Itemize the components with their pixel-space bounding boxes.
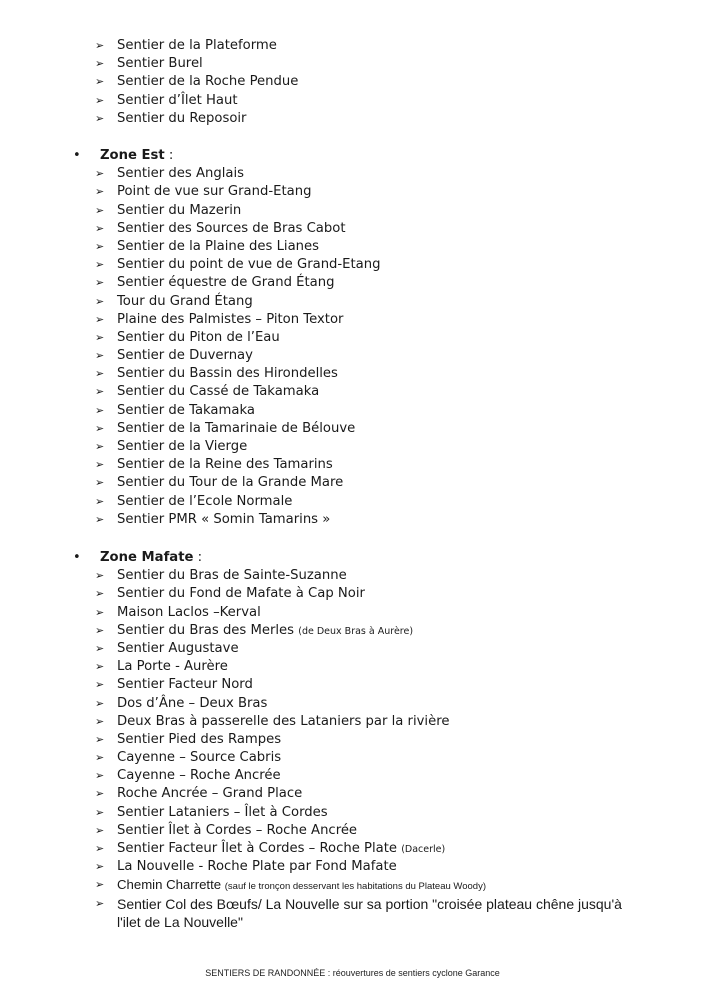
trail-name: Sentier Augustave xyxy=(117,640,239,656)
arrow-bullet-icon: ➢ xyxy=(95,879,105,892)
zone-mafate-title: Zone Mafate xyxy=(100,550,194,565)
trail-name: Sentier Burel xyxy=(117,56,203,72)
trail-note: (sauf le tronçon desservant les habitations du Plateau Woody) xyxy=(224,881,486,893)
trail-item xyxy=(0,822,677,840)
arrow-bullet-icon: ➢ xyxy=(95,476,105,490)
arrow-bullet-icon: ➢ xyxy=(95,75,105,89)
trail-item xyxy=(0,767,677,785)
trail-name: Sentier du Tour de la Grande Mare xyxy=(117,475,344,491)
arrow-bullet-icon: ➢ xyxy=(95,276,105,290)
trail-item xyxy=(0,876,677,894)
zone-mafate-colon: : xyxy=(193,550,203,565)
trail-name: Sentier d’Îlet Haut xyxy=(117,92,238,108)
trail-item xyxy=(0,311,381,329)
trail-name: Sentier du Cassé de Takamaka xyxy=(117,384,320,400)
arrow-bullet-icon: ➢ xyxy=(95,823,105,837)
zone-est-section xyxy=(0,147,381,529)
trail-item xyxy=(0,293,381,311)
trail-name: Cayenne – Source Cabris xyxy=(117,750,282,766)
trail-item xyxy=(0,804,677,822)
arrow-bullet-icon: ➢ xyxy=(95,494,105,508)
trail-name: Sentier du Mazerin xyxy=(117,202,242,218)
arrow-bullet-icon: ➢ xyxy=(95,714,105,728)
trail-item xyxy=(0,585,677,603)
arrow-bullet-icon: ➢ xyxy=(95,57,105,71)
arrow-bullet-icon: ➢ xyxy=(95,203,105,217)
trail-item xyxy=(0,493,381,511)
trail-name: Sentier Facteur Îlet à Cordes – Roche Plate xyxy=(117,841,402,856)
arrow-bullet-icon: ➢ xyxy=(95,696,105,710)
trail-name: Sentier du Bras des Merles xyxy=(117,622,299,638)
trail-name: Chemin Charrette xyxy=(117,877,225,893)
trail-name: Sentier du Reposoir xyxy=(117,110,247,126)
arrow-bullet-icon: ➢ xyxy=(95,732,105,746)
trail-name: Sentier Facteur Nord xyxy=(117,677,253,693)
trail-name: La Nouvelle - Roche Plate par Fond Mafate xyxy=(117,859,397,875)
trail-item xyxy=(0,220,381,238)
trail-name: Sentier de la Plaine des Lianes xyxy=(117,238,320,254)
trail-item xyxy=(0,420,381,438)
trail-name: Sentier des Anglais xyxy=(117,166,244,182)
trail-item xyxy=(0,383,381,401)
trail-name: Sentier de l’Ecole Normale xyxy=(117,493,293,509)
trail-item xyxy=(0,511,381,529)
zone-est-colon: : xyxy=(164,148,174,163)
trail-item xyxy=(0,110,298,128)
arrow-bullet-icon: ➢ xyxy=(95,93,105,107)
zone-mafate-section xyxy=(0,549,677,931)
zone-mafate-trail-list xyxy=(0,567,677,894)
arrow-bullet-icon: ➢ xyxy=(95,569,105,583)
trail-item xyxy=(0,347,381,365)
trail-name: Sentier Pied des Rampes xyxy=(117,731,282,747)
trail-note: (Dacerle) xyxy=(401,844,446,855)
arrow-bullet-icon: ➢ xyxy=(95,842,105,855)
trail-item xyxy=(0,438,381,456)
arrow-bullet-icon: ➢ xyxy=(95,897,105,910)
zone-est-title: Zone Est xyxy=(100,148,165,163)
arrow-bullet-icon: ➢ xyxy=(95,330,105,344)
arrow-bullet-icon: ➢ xyxy=(95,787,105,801)
arrow-bullet-icon: ➢ xyxy=(95,349,105,363)
trail-item xyxy=(0,749,677,767)
trail-item xyxy=(0,895,677,931)
trail-name: Sentier de la Vierge xyxy=(117,439,248,454)
trail-name: Plaine des Palmistes – Piton Textor xyxy=(117,311,344,327)
arrow-bullet-icon: ➢ xyxy=(95,860,105,874)
trail-name-line1: Sentier Col des Bœufs/ La Nouvelle sur sa portion "croisée plateau chêne jusqu'à xyxy=(117,895,622,912)
trail-item xyxy=(0,604,677,622)
trail-item xyxy=(0,640,677,658)
bullet-icon: • xyxy=(73,148,81,163)
trail-item xyxy=(0,713,677,731)
arrow-bullet-icon: ➢ xyxy=(95,39,105,52)
trail-name: Point de vue sur Grand-Etang xyxy=(117,184,312,200)
trail-item xyxy=(0,274,381,292)
trail-item xyxy=(0,73,298,91)
trail-item xyxy=(0,238,381,256)
arrow-bullet-icon: ➢ xyxy=(95,512,105,526)
zone-mafate-heading xyxy=(0,549,677,567)
arrow-bullet-icon: ➢ xyxy=(95,421,105,435)
trail-item xyxy=(0,402,381,420)
arrow-bullet-icon: ➢ xyxy=(95,221,105,235)
trail-name: Sentier du point de vue de Grand-Etang xyxy=(117,257,381,273)
trail-item xyxy=(0,567,677,585)
arrow-bullet-icon: ➢ xyxy=(95,751,105,765)
arrow-bullet-icon: ➢ xyxy=(95,367,105,381)
trail-name: Tour du Grand Étang xyxy=(117,293,253,309)
trail-name: Sentier de la Plateforme xyxy=(117,38,277,53)
arrow-bullet-icon: ➢ xyxy=(95,440,105,453)
trail-item xyxy=(0,256,381,274)
arrow-bullet-icon: ➢ xyxy=(95,258,105,272)
trail-item xyxy=(0,456,381,474)
trail-item xyxy=(0,165,381,183)
arrow-bullet-icon: ➢ xyxy=(95,678,105,692)
trail-item xyxy=(0,840,677,858)
zone-est-trail-list xyxy=(0,165,381,529)
trail-item xyxy=(0,622,677,640)
trail-name: Maison Laclos –Kerval xyxy=(117,604,261,620)
trail-name: Sentier Îlet à Cordes – Roche Ancrée xyxy=(117,822,358,838)
trail-name: Sentier PMR « Somin Tamarins » xyxy=(117,511,331,527)
trail-item xyxy=(0,695,677,713)
bullet-icon: • xyxy=(73,550,81,565)
arrow-bullet-icon: ➢ xyxy=(95,403,105,417)
arrow-bullet-icon: ➢ xyxy=(95,185,105,199)
page-footer: SENTIERS DE RANDONNÉE : réouvertures de sentiers cyclone Garance xyxy=(205,968,500,978)
trail-item xyxy=(0,92,298,110)
arrow-bullet-icon: ➢ xyxy=(95,605,105,619)
trail-name: Sentier du Piton de l’Eau xyxy=(117,329,280,345)
arrow-bullet-icon: ➢ xyxy=(95,587,105,601)
trail-name: Sentier de la Tamarinaie de Bélouve xyxy=(117,420,356,436)
trail-name: Cayenne – Roche Ancrée xyxy=(117,768,281,784)
trail-name: Deux Bras à passerelle des Lataniers par la rivière xyxy=(117,713,450,729)
arrow-bullet-icon: ➢ xyxy=(95,623,105,637)
trail-item xyxy=(0,37,298,55)
trail-name: Sentier Lataniers – Îlet à Cordes xyxy=(117,804,328,820)
arrow-bullet-icon: ➢ xyxy=(95,111,105,125)
zone-est-heading xyxy=(0,147,381,165)
trail-name: Sentier de Duvernay xyxy=(117,348,253,364)
trail-name: Dos d’Âne – Deux Bras xyxy=(117,695,268,711)
trail-name-line2: l'ilet de La Nouvelle" xyxy=(117,913,243,930)
trail-name: Sentier du Fond de Mafate à Cap Noir xyxy=(117,586,365,602)
arrow-bullet-icon: ➢ xyxy=(95,385,105,399)
arrow-bullet-icon: ➢ xyxy=(95,458,105,472)
trail-name: Sentier du Bassin des Hirondelles xyxy=(117,366,338,382)
trail-item xyxy=(0,365,381,383)
trail-name: Sentier des Sources de Bras Cabot xyxy=(117,220,346,236)
trail-name: Sentier de Takamaka xyxy=(117,402,255,418)
trail-name: La Porte - Aurère xyxy=(117,659,228,675)
trail-name: Sentier équestre de Grand Étang xyxy=(117,275,335,291)
trail-item xyxy=(0,658,677,676)
trail-name: Sentier de la Roche Pendue xyxy=(117,74,299,90)
trail-name: Roche Ancrée – Grand Place xyxy=(117,786,303,802)
arrow-bullet-icon: ➢ xyxy=(95,805,105,819)
trail-item xyxy=(0,474,381,492)
trail-item xyxy=(0,731,677,749)
top-trail-list xyxy=(0,37,298,128)
arrow-bullet-icon: ➢ xyxy=(95,294,105,308)
trail-item xyxy=(0,858,677,876)
arrow-bullet-icon: ➢ xyxy=(95,769,105,783)
trail-name: Sentier du Bras de Sainte-Suzanne xyxy=(117,568,347,584)
arrow-bullet-icon: ➢ xyxy=(95,660,105,674)
arrow-bullet-icon: ➢ xyxy=(95,641,105,655)
trail-name: Sentier de la Reine des Tamarins xyxy=(117,457,333,473)
trail-note: (de Deux Bras à Aurère) xyxy=(298,625,414,637)
arrow-bullet-icon: ➢ xyxy=(95,167,105,181)
trail-item xyxy=(0,202,381,220)
trail-item xyxy=(0,785,677,803)
trail-item xyxy=(0,55,298,73)
arrow-bullet-icon: ➢ xyxy=(95,239,105,253)
trail-item xyxy=(0,676,677,694)
trail-item xyxy=(0,329,381,347)
arrow-bullet-icon: ➢ xyxy=(95,312,105,326)
trail-item xyxy=(0,183,381,201)
